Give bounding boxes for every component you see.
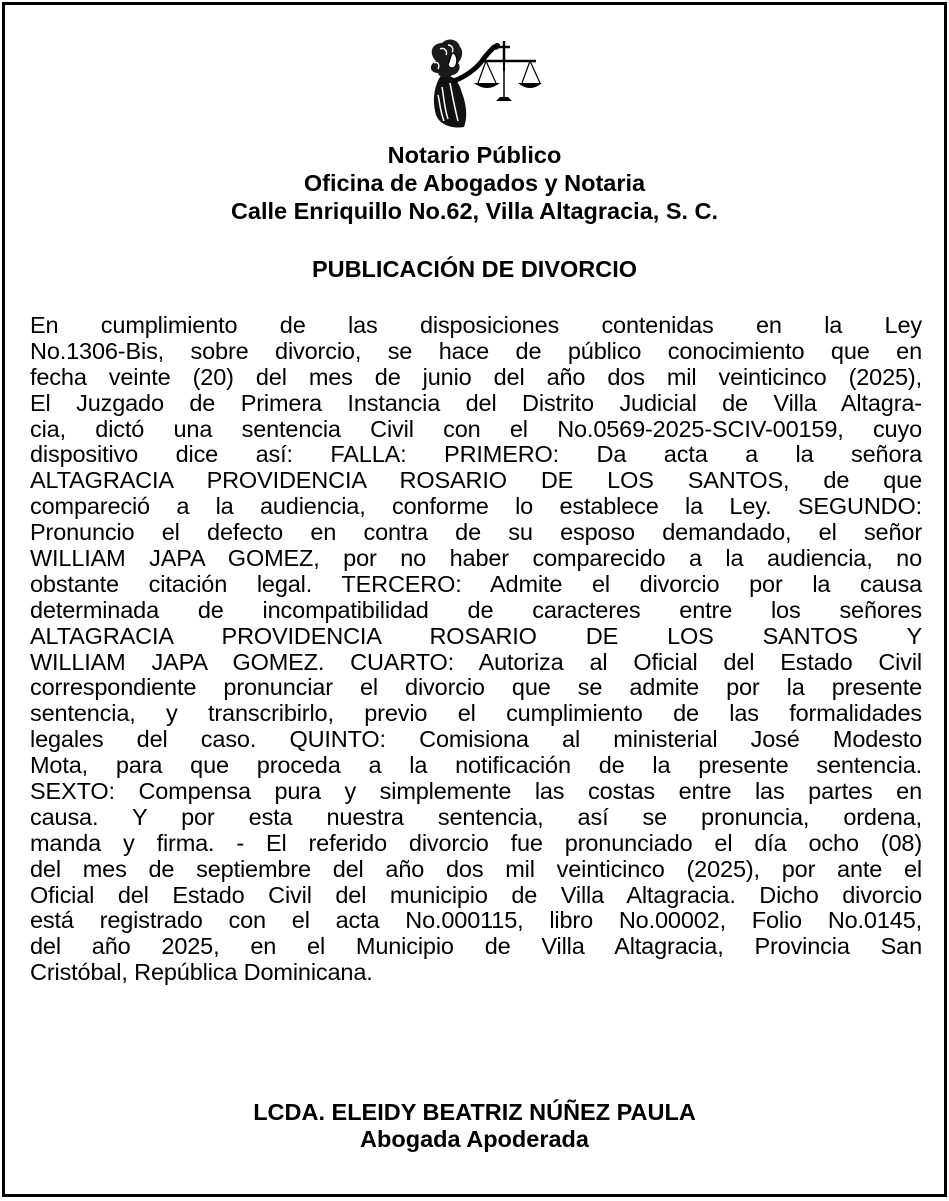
body-line: En cumplimiento de las disposiciones contenidas en la Ley <box>30 312 922 338</box>
body-line: No.1306-Bis, sobre divorcio, se hace de público conocimiento que en <box>30 337 922 364</box>
body-line: cia, dictó una sentencia Civil con el No.0569-2025-SCIV-00159, cuyo <box>30 415 922 442</box>
body-line: sentencia, y transcribirlo, previo el cumplimiento de las formalidades <box>30 700 922 727</box>
lady-justice-scales-icon <box>418 31 544 131</box>
body-line: SEXTO: Compensa pura y simplemente las costas entre las partes en <box>30 778 922 805</box>
legal-notice <box>2 2 947 1197</box>
body-line: del mes de septiembre del año dos mil veinticinco (2025), por ante el <box>30 855 922 882</box>
body-line: fecha veinte (20) del mes de junio del año dos mil veinticinco (2025), <box>30 363 922 390</box>
body-line: ALTAGRACIA PROVIDENCIA ROSARIO DE LOS SANTOS, de que <box>30 467 922 494</box>
header-address: Calle Enriquillo No.62, Villa Altagracia, S. C. <box>230 198 719 224</box>
notice-body <box>30 313 922 986</box>
notary-header <box>5 141 944 225</box>
body-line: Cristóbal, República Dominicana. <box>30 959 373 986</box>
header-office: Oficina de Abogados y Notaria <box>303 170 646 196</box>
publication-title: PUBLICACIÓN DE DIVORCIO <box>311 256 638 282</box>
body-line: del año 2025, en el Municipio de Villa Altagracia, Provincia San <box>30 933 922 960</box>
header-title: Notario Público <box>387 142 562 168</box>
body-line: está registrado con el acta No.000115, libro No.00002, Folio No.0145, <box>30 907 922 934</box>
body-line: correspondiente pronunciar el divorcio que se admite por la presente <box>30 674 922 701</box>
body-line: Mota, para que proceda a la notificación de la presente sentencia. <box>30 752 922 779</box>
body-line: compareció a la audiencia, conforme lo establece la Ley. SEGUNDO: <box>30 493 922 520</box>
body-line: manda y firma. - El referido divorcio fue pronunciado el día ocho (08) <box>30 829 922 856</box>
body-line: Oficial del Estado Civil del municipio de Villa Altagracia. Dicho divorcio <box>30 881 922 908</box>
body-line: Pronuncio el defecto en contra de su esposo demandado, el señor <box>30 519 922 546</box>
body-line: WILLIAM JAPA GOMEZ, por no haber comparecido a la audiencia, no <box>30 545 922 572</box>
body-line: ALTAGRACIA PROVIDENCIA ROSARIO DE LOS SANTOS Y <box>30 622 922 649</box>
signature-role: Abogada Apoderada <box>360 1126 589 1152</box>
body-line: causa. Y por esta nuestra sentencia, así se pronuncia, ordena, <box>30 803 922 830</box>
body-line: determinada de incompatibilidad de caracteres entre los señores <box>30 596 922 623</box>
body-line: WILLIAM JAPA GOMEZ. CUARTO: Autoriza al Oficial del Estado Civil <box>30 648 922 675</box>
body-line: legales del caso. QUINTO: Comisiona al ministerial José Modesto <box>30 726 922 753</box>
signature-block <box>5 1099 944 1153</box>
body-line: dispositivo dice así: FALLA: PRIMERO: Da acta a la señora <box>30 441 922 468</box>
body-line: obstante citación legal. TERCERO: Admite el divorcio por la causa <box>30 570 922 597</box>
body-line: El Juzgado de Primera Instancia del Distrito Judicial de Villa Altagra- <box>30 389 922 416</box>
signature-name: LCDA. ELEIDY BEATRIZ NÚÑEZ PAULA <box>253 1099 696 1125</box>
